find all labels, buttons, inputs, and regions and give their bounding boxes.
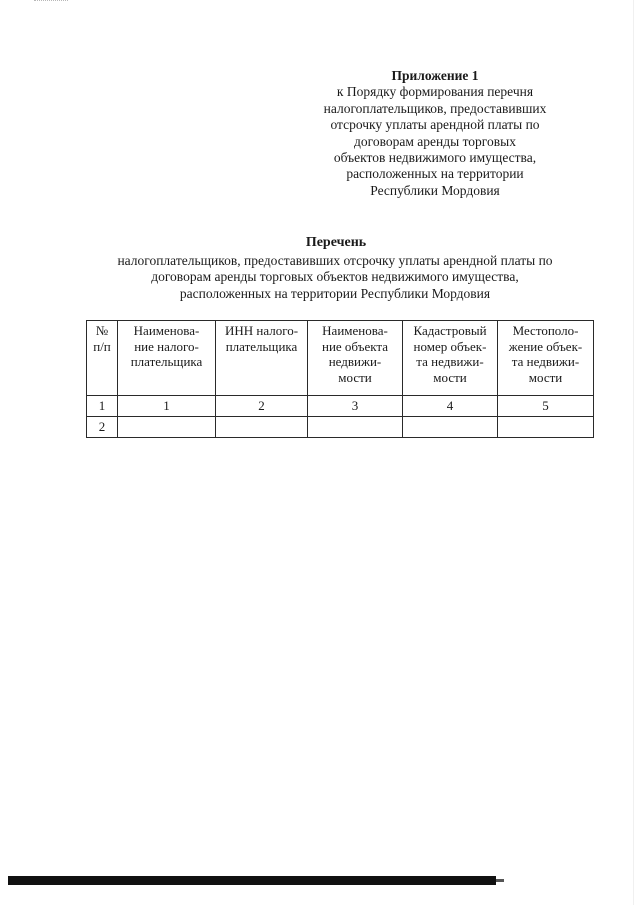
header-line: мости <box>433 369 467 385</box>
header-line: плательщика <box>225 338 298 354</box>
table-cell: 2 <box>87 417 118 438</box>
header-line: номер объек- <box>413 338 487 354</box>
header-line: Наименова- <box>133 323 200 338</box>
appendix-line: налогоплательщиков, предоставивших <box>323 100 547 116</box>
table-row <box>87 417 594 438</box>
header-line: Наименова- <box>322 323 388 338</box>
header-line: мости <box>528 369 563 385</box>
appendix-line: расположенных на территории <box>346 166 524 182</box>
header-line: недвижи- <box>328 354 382 369</box>
table-cell: 1 <box>118 396 216 417</box>
scan-bottom-bar-tail <box>496 879 504 882</box>
document-title: Перечень <box>305 235 367 250</box>
subtitle-line: налогоплательщиков, предоставивших отсрочку уплаты арендной платы по <box>117 253 553 268</box>
header-property-name <box>308 321 403 396</box>
header-line: плательщика <box>130 354 203 369</box>
header-line: Местополо- <box>512 323 579 338</box>
subtitle-line: договорам аренды торговых объектов недвижимого имущества, <box>151 269 519 285</box>
table-cell <box>118 417 216 438</box>
header-line: жение объек- <box>508 338 583 354</box>
appendix-line: договорам аренды торговых <box>354 133 516 149</box>
table-row <box>87 396 594 417</box>
subtitle-line: расположенных на территории Республики Мордовия <box>179 285 491 301</box>
header-cadastral-number <box>403 321 498 396</box>
document-subtitle <box>70 253 600 302</box>
header-line: № <box>95 323 109 338</box>
table-header-row <box>87 321 594 396</box>
table-cell: 5 <box>498 396 594 417</box>
header-line: та недвижи- <box>511 354 580 369</box>
header-line: ние налого- <box>134 338 199 354</box>
table-cell: 4 <box>403 396 498 417</box>
table-cell: 1 <box>87 396 118 417</box>
scan-edge <box>633 0 640 905</box>
header-line: та недвижи- <box>416 354 484 369</box>
scan-mark <box>34 0 68 4</box>
header-property-location <box>498 321 594 396</box>
table-cell <box>216 417 308 438</box>
header-number <box>87 321 118 396</box>
table-cell: 2 <box>216 396 308 417</box>
appendix-title: Приложение 1 <box>391 68 479 83</box>
table-cell <box>498 417 594 438</box>
appendix-line: к Порядку формирования перечня <box>336 84 534 100</box>
appendix-line: объектов недвижимого имущества, <box>333 150 537 166</box>
header-line: Кадастровый <box>413 323 487 338</box>
header-line: ИНН налого- <box>224 323 299 338</box>
header-taxpayer-inn <box>216 321 308 396</box>
header-line: мости <box>338 369 372 385</box>
header-line: п/п <box>93 338 111 354</box>
appendix-line: отсрочку уплаты арендной платы по <box>330 117 540 133</box>
table-cell: 3 <box>308 396 403 417</box>
header-taxpayer-name <box>118 321 216 396</box>
taxpayers-table <box>86 320 594 438</box>
appendix-block <box>300 68 570 199</box>
scan-bottom-bar <box>8 876 496 885</box>
header-line: ние объекта <box>322 338 388 354</box>
table-cell <box>308 417 403 438</box>
appendix-line: Республики Мордовия <box>370 182 500 198</box>
table-cell <box>403 417 498 438</box>
